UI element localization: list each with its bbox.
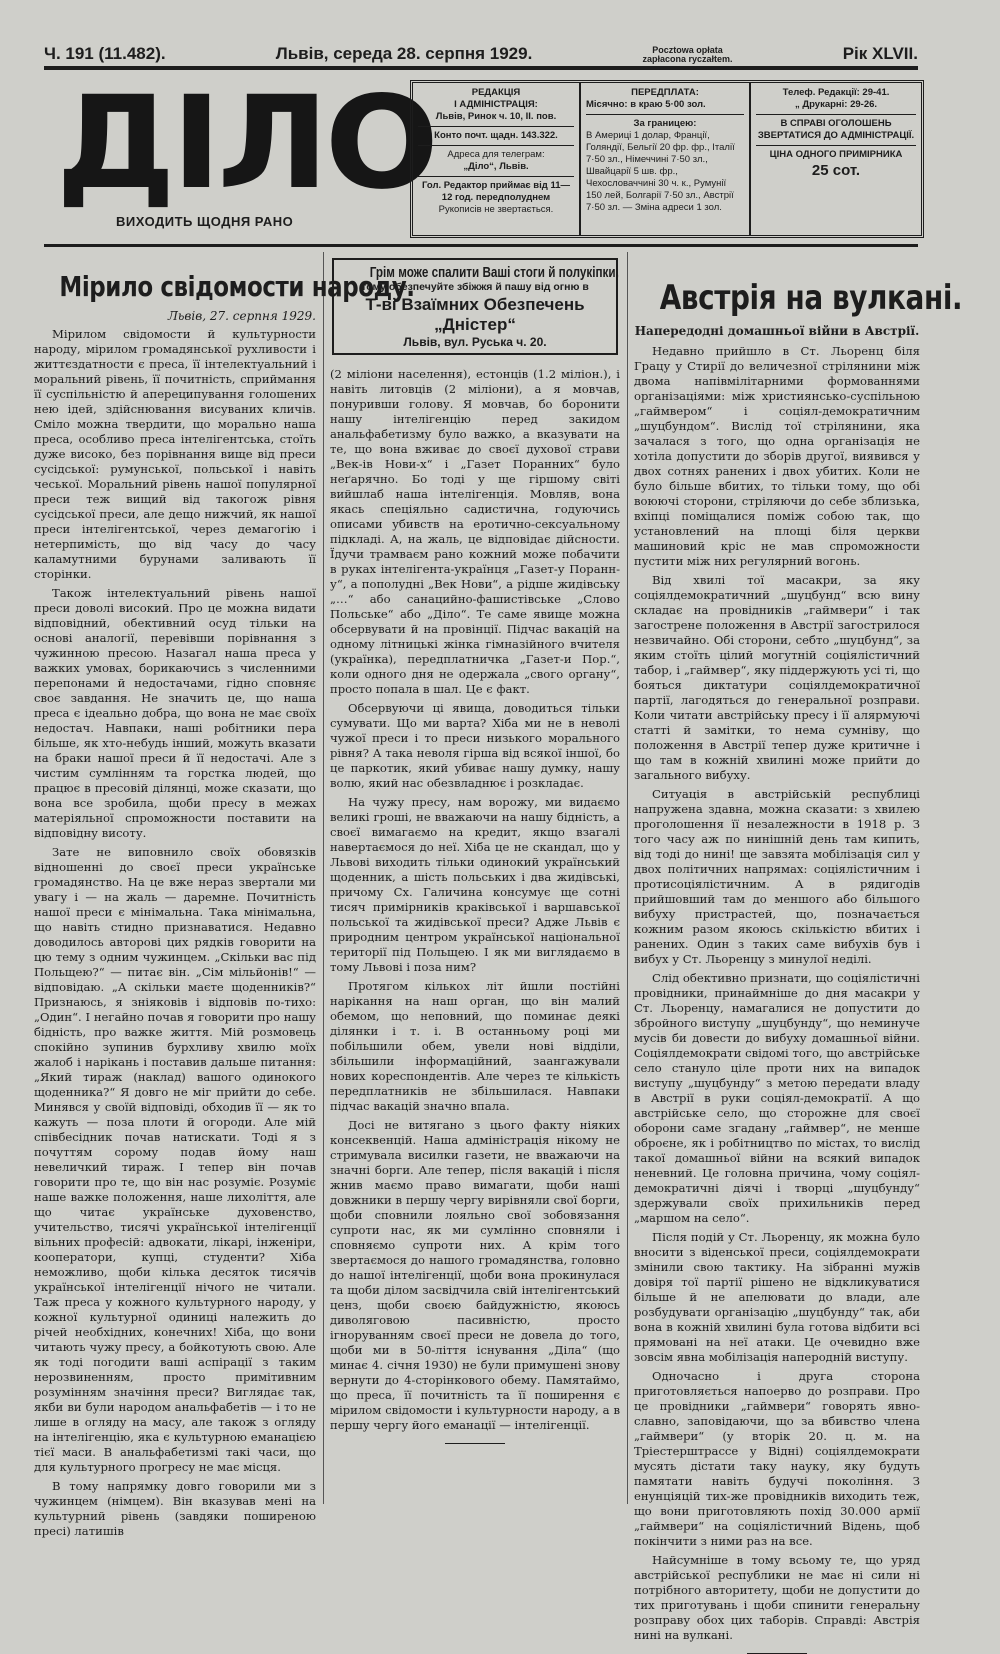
article-1-paragraph: Також інтелектуальний рівень нашої преси доволі високий. Про це можна видати відповідний, обективний осуд тільки на основі аналогії, перевівши порівнання з чужинною пресою. Назагал наша преса у важких умовах, борикаючись з численними перепонами й недостачами, гідно сповняє своє завдання. Не значить це, що наша преса є ідеально добра, що вона не має своїх недостач. Навпаки, наші робітники пера більше, як хто-небудь інший, можуть вказати на браки нашої преси й її недостачі. Але з чистим сумлінням та горстка людей, що працює в пресовій ділянці, може сказати, що вона все зробила, щоби пресу в межах матеріяльної спроможности поставити на відповідну висоту.	[34, 586, 316, 840]
article-1-paragraph: В тому напрямку довго говорили ми з чужинцем (німцем). Він вказував мені на культурний рівень (завдяки поширеною пресі) латишів	[34, 1479, 316, 1538]
column-divider-2	[627, 252, 628, 1504]
end-separator	[445, 1443, 505, 1444]
article-1-headline: Мірило свідомости народу.	[59, 270, 415, 303]
article-1-continued-paragraph: На чужу пресу, нам ворожу, ми видаємо великі гроші, не вважаючи на нашу бідність, а своєї вимагаємо на кредит, якщо взагалі навертаємося до неї. Хіба це не скандал, що у Львові виходить тільки одинокий український щоденник, а шість польських і два жидівські, причому Сх. Галичина консумує ще сотні тисяч примірників краківської і варшавської польської та жидівської преси? Адже Львів є природним центром української національної території під Польщею. І як ми виглядаємо в тому Львові і поза ним?	[330, 795, 620, 974]
column-divider-1	[323, 252, 324, 1504]
article-1-paragraph: Мірилом свідомости й культурности народу, мірилом громадянської рухливости і життєздатности є преса, її інтелектуальний і моральний рівень, її почитність, сприймання її суспільністю й апереципування голошених нею ідей, здійснювання висуваних кличів. Сміло можна твердити, що морально наша преса, особливо преса інтелігентська, стоїть дуже високо, без порівнання вище від преси сусідської: румунської, польської і навіть чеської. Моральний рівень нашої популярної преси теж вищий від такогож рівня сусідської преси, але дещо нижчий, як нашої преси інтелігентської, через демагогію і нетерпимість, що від часу до часу каламутними бурунами заливають її сторінки.	[34, 327, 316, 581]
postal-note: Pocztowa opłata zapłacona ryczałtem.	[642, 45, 733, 64]
article-1-continued-paragraph: (2 міліони населення), естонців (1.2 міліон.), і навіть литовців (2 міліони), а я мовчав, понуривши голову. Я мовчав, бо боронити нашу інтелігенцію перед закидом анальфабетизму було важко, а вказувати на те, що вона вживає до своєї духової страви „Век-ів Нови-х“ і „Газет Поранних“ було неґарячно. Бо тоді у ще гіршому світі вийшлаб наша інтелігенція. Мовляв, вона якась спеціяльно садистична, годуючись описами убивств на еротично-сексуальному підкладі. А, на жаль, це відповідає дійсности. Їдучи трамваєм рано кожний може побачити в руках інтелігента-українця „Газет-у Поранн-у“, а пополудні „Век Нови“, а рідше жидівську „…“ або санацийно-фашистівське „Слово Польське“ або „Діло“. Те саме явище можна обсервувати й на провінції. Підчас вакацій на одному літницькі жінка гімназійного вчителя (українка), передплатничка „Газет-и Пор.“, коли одного дня не одержала „свого органу“, просто попала в шал. Це є факт.	[330, 367, 620, 696]
article-2-headline: Австрія на вулкані.	[659, 278, 963, 318]
subscription-info: ПЕРЕДПЛАТА: Місячно: в краю 5·00 зол. За границею: В Америці 1 долар, Франції, Голяндії, Бельгії 20 фр. фр., Італії 7·50 зл., Німеччині 7·50 зл., Швайцарії 5 шв. фр., Чехословаччині 30 ч. к., Румунії 150 лей, Болгарії 7·50 зл., Австрії 7·50 зл. — Зміна адреси 1 зол.	[581, 83, 751, 235]
article-1-continued-paragraph: Досі не витягано з цього факту ніяких консеквенцій. Наша адміністрація нікому не стримувала висилки газети, не вважаючи на значні борги. Але тепер, після вакацій і після жнив маємо право вимагати, щоби наші довжники в першу чергу вирівняли свої борги, щоби сповнили лояльно свої зобовязання супроти нас, як ми сумлінно сповняли і сповняємо супроти них. А крім того звертаємося до нашого громадянства, головно до нашої інтелігенції, щоби вона прокинулася та щоби ділом засвідчила свій інтелігентський ценз, щоби своєю байдужністю, якоюсь диволяговою пасивністю, просто ігноруванням своєї преси не довела до того, щоби ми в 50-ліття існування „Діла“ (що минає 4. січня 1930) не були примушені знову вернути до 4-сторінкового обему. Памятаймо, що преса, її почитність та її поширення є мірилом свідомости і культурности народу, а в першу чергу його еманації — інтелігенції.	[330, 1118, 620, 1432]
article-2-paragraph: Слід обективно признати, що соціялістичні провідники, принаймніше до дня масакри у Ст. Льоренцу, намагалися не допустити до збройного виступу „шуцбунду“, що неминуче мусів би довести до вибуху домашньої війни. Соціялдемократи свідомі того, що австрійське село стануло ціле проти них на випадок виступу „шуцбунду“ з метою передати владу в Австрії в руки соціял-демократії. А що австрійське село, що сторожне для своєї оборони саме згадану „гаймвер“, не менше оброєне, як і робітництво по містах, то вислід такої домашньої війни на всякий випадок неневний. Це головна причина, чому соціял-демократичні діячі і творці „шуцбунду“ здержували своїх прихильників перед „маршом на село“.	[634, 971, 920, 1225]
masthead-rule	[44, 244, 918, 247]
column-2	[330, 252, 620, 1508]
insurance-advertisement: Грім може спалити Ваші стоги й полукіпки, тому обезпечуйте збіжжя й пашу від огню в Т-ві Взаїмних Обезпечень „Дністер“ Львів, вул. Руська ч. 20.	[332, 258, 618, 355]
article-1-dateline: Львів, 27. серпня 1929.	[167, 309, 316, 323]
year-number: Рік XLVII.	[842, 44, 918, 63]
article-1-paragraph: Зате не виповнило своїх обовязків відношенні до своєї преси українське громадянство. На це вже нераз звертали ми увагу і — на жаль — даремне. Почитність нашої преси є мінімальна. Така мінімальна, що навіть стидно признаватися. Недавно доводилось авторові цих рядків говорити на цю тему з одним чужинцем. „Скільки вас під Польщею?“ — питає він. „Сім мільйонів!“ — відповідаю. „А скільки маєте щоденників?“ Признаюсь, я зніяковів і відповів по-тихо: „Один“. І негайно почав я говорити про нашу бідність, про важке життя. Мій розмовець спокійно зупинив бурхливу хвилю моїх жалоб і нарікань і поставив дальше питання: „Який тираж (наклад) вашого одинокого щоденника?“ Я довго не міг прийти до себе. Минявся у своїй відповіді, обходив її — як то кажуть — поза плоти й огороди. Але мій співбесідник почав натискати. Тоді я з почуттям сорому подав йому наш невеличкий тираж. І тепер він почав говорити про те, що він нас розуміє. Розуміє наше важке положення, наше лихоліття, але що читає українське духовенство, учительство, тисячі української інтелігенції вільних професій: адвокати, лікарі, інженіри, кооператори, купці, студенти? Хіба неможливо, щоби кілька десяток тисячів української інтелігенції нічого не читали. Таж преса у кожного культурного народу, у кожної культурної одиниці належить до річей необхідних, конечних! Хіба, що вони читають чужу пресу, а бойкотують свою. Але як тоді погодити ваші аспірації з таким нерозвиненням, просто примітивним розумінням значіння преси? Виглядає так, якби ви були народом анальфабетів — і то не лише в огляду на масу, але також з огляду на інтелігенцію, яка є культурною еманацією тієї маси. В анальфабетизмі такі часи, що для культурного прогресу не має місця.	[34, 845, 316, 1474]
article-2-paragraph: Недавно прийшло в Ст. Льоренц біля Грацу у Стирії до величезної стрілянини між двома напівмілітарними формованнями організаціями: між християнсько-суспільною „гаймвером“ і соціял-демократичним „шуцбундом“. Вислід тої стрілянини, яка зачалася з того, що одна організація не хотіла допустити до зборів другої, виявився у двох сотнях ранених і двох убитих. Коли не було більше вбитих, то тільки тому, що обі воюючі сторони, стріляючи до себе зблизька, вхіпці поміщалися поміж собою так, що установлений на площі біля церкви машиновий кріс не мав спроможности пустити між них регулярний вогонь.	[634, 344, 920, 568]
top-info-line	[44, 40, 918, 69]
masthead	[44, 69, 918, 240]
issue-number: Ч. 191 (11.482).	[44, 44, 166, 63]
column-3	[634, 252, 963, 1642]
article-1-continued-paragraph: Протягом кількох літ йшли постійні нарікання на наш орган, що він малий обемом, що неповний, що поминає деякі ділянки і т. і. В останньому році ми побільшили обем, увели нові відділи, збільшили інформаційний, заангажували нових кореспондентів. Але через те кількість передплатників не збільшилася. Навпаки підчас вакацій значно впала.	[330, 979, 620, 1113]
editorial-info: РЕДАКЦІЯ І АДМІНІСТРАЦІЯ: Львів, Ринок ч. 10, II. пов. Конто почт. щадн. 143.322. Адреса для телеграм: „Діло“, Львів. Гол. Редактор приймає від 11—12 год. передполуднем Рукописів не звертається.	[413, 83, 581, 235]
phones-info: Телеф. Редакції: 29-41. „ Друкарні: 29-26. В СПРАВІ ОГОЛОШЕНЬ ЗВЕРТАТИСЯ ДО АДМІНІСТРАЦІЇ. ЦІНА ОДНОГО ПРИМІРНИКА 25 сот.	[757, 87, 915, 179]
article-2-paragraph: Ситуація в австрійській республиці напружена здавна, можна сказати: з хвилею проголошення її незалежности в 1918 р. З того часу аж по нинішній день там кипить, від тоді до нині! ще завзята мобілізація сил у двох політичних напрямах: соціялістичним і протисоціялістичним. А в рядигодів прийшовший там до меншого або більшого вибуху пристрастей, що, позначається кожним разом якоюсь скількістю вбитих і ранених. Один з таких саме вибухів був і вибух у Ст. Льоренцу з минулої неділі.	[634, 787, 920, 966]
newspaper-logo: ДІЛО	[56, 69, 435, 218]
tagline: ВИХОДИТЬ ЩОДНЯ РАНО	[116, 214, 294, 229]
article-2-paragraph: Найсумніше в тому всьому те, що уряд австрійської республики не має ні сили ні потрібного авторитету, щоби не допустити до тих приготувань і щоби спинити генеральну розправу обох цих таборів. Справді: Австрія нині на вулкані.	[634, 1553, 920, 1642]
info-box	[410, 80, 924, 238]
article-2-paragraph: Від хвилі тої масакри, за яку соціялдемократичний „шуцбунд“ всю вину складає на провідників „гаймвери“ і так загострене положення в Австрії загострилося незвичайно. Обі сторони, себто „шуцбунд“, за яким стоїть цілий могутній соціялістичний табор, і „гаймвер“, яку піддержують усі ті, що бояться диктатури соціялдемократичної партії, лагодяться до генеральної розправи. Коли читати австрійську пресу і її алярмуючі статті й замітки, то нема сумніву, що положення в Австрії тепер дуже критичне і що там в кожній хвилині може прийти до загального вибуху.	[634, 573, 920, 782]
issue-date: Львів, середа 28. серпня 1929.	[275, 44, 533, 63]
article-2-paragraph: Одночасно і друга сторона приготовляється напоерво до розправи. Про це провідники „гаймвери“ говорять явно-славно, заповідаючи, що за вбивство члена „гаймвери“ (у вторік 20. ц. м. на Тріестерштрассе у Відні) соціялдемократи мусять дістати таку науку, яку будуть памятати навіть будучі покоління. З енунціяцій тих-же провідників виходить теж, що вони приготовляють похід 30.000 армії „гаймвери“ на соціялістичний Відень, щоб покінчити з ними раз на все.	[634, 1369, 920, 1548]
column-1	[34, 252, 415, 1538]
article-1-continued-paragraph: Обсервуючи ці явища, доводиться тільки сумувати. Що ми варта? Хіба ми не в неволі чужої преси і то преси низького морального рівня? А така неволя гірша від всякої іншої, бо це паркотик, який убиває нашу думку, нашу волю, який нас обезвладнює і розкладає.	[330, 701, 620, 790]
article-2-subhead: Напередодні домашньої війни в Австрії.	[634, 324, 920, 338]
article-2-paragraph: Після подій у Ст. Льоренцу, як можна було вносити з віденської преси, соціялдемократи змінили свою тактику. На зібранні мужів довіря тої партії рішено не відкликуватися більше й не апелювати до влади, але розбудувати організацію „шуцбунду“ так, аби вона в кожній хвилині була готова відбити всі прямовані на неї атаки. Це очевидно вже зовсім явна мобілізація наперодній виступу.	[634, 1230, 920, 1364]
